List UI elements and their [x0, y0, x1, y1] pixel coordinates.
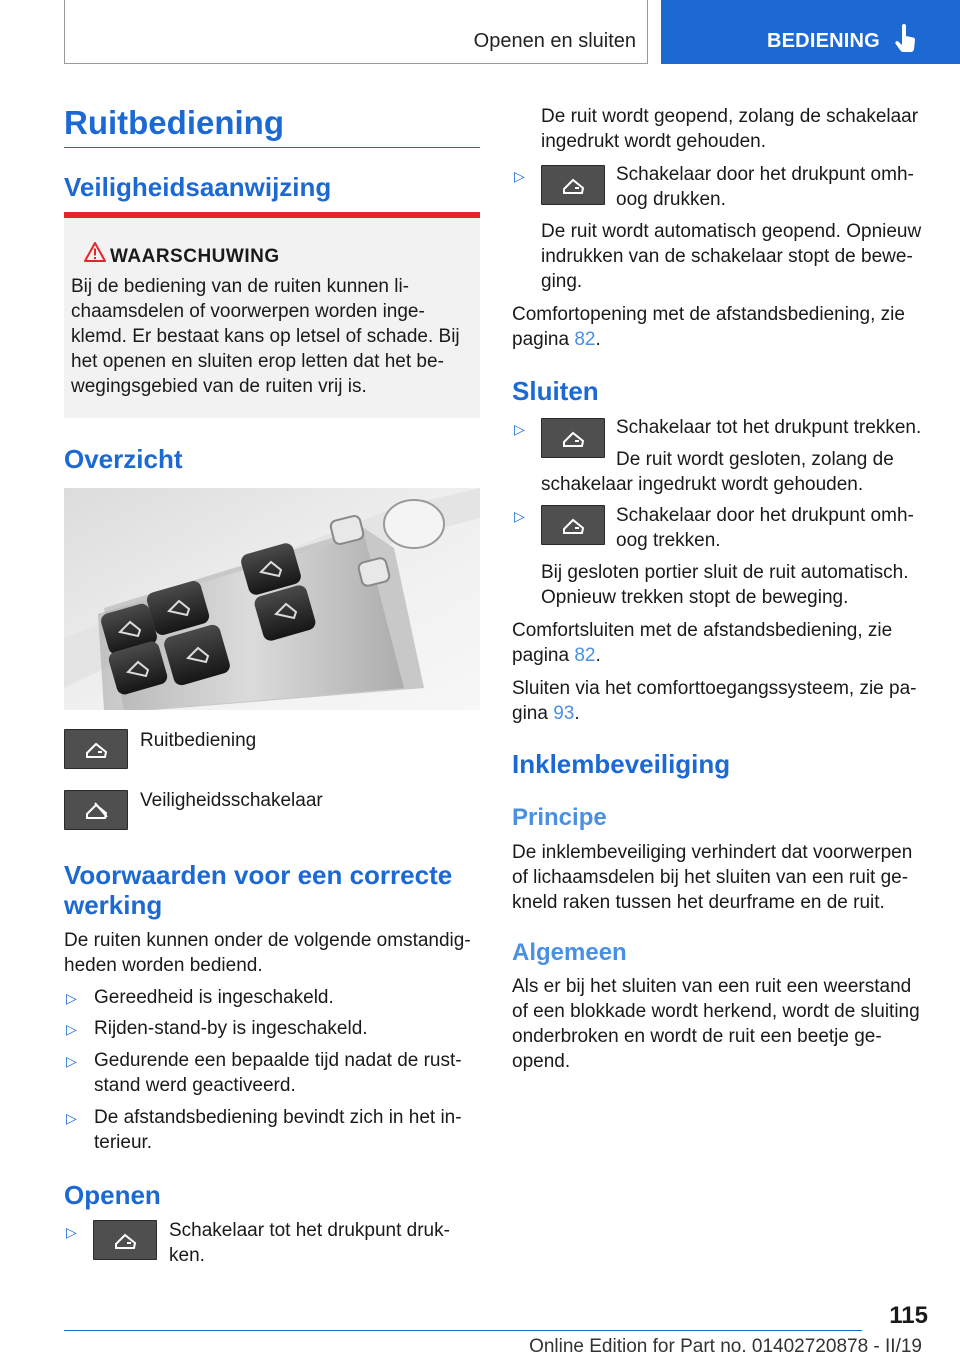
bullet-icon: ▷: [514, 508, 525, 524]
warning-line: het openen en sluiten erop letten dat het be-: [71, 351, 444, 372]
warning-title: WAARSCHUWING: [110, 246, 280, 267]
footer-divider: [64, 1330, 862, 1331]
comfort-access-line: Sluiten via het comforttoegangssysteem, zie pa-: [512, 678, 917, 699]
general-line: opend.: [512, 1051, 571, 1072]
condition-item-line: Gedurende een bepaalde tijd nadat de rust-: [94, 1050, 462, 1071]
warning-text: [71, 274, 471, 399]
open-step-1-note: [541, 104, 918, 154]
open-step-2-line: Schakelaar door het drukpunt omh-: [616, 164, 914, 185]
comfort-close-line: Comfortsluiten met de afstandsbediening, zie: [512, 620, 893, 641]
window-switch-icon: [93, 1220, 157, 1260]
close-step-2-note: [541, 560, 909, 610]
window-switch-icon: [541, 505, 605, 545]
open-heading: Openen: [64, 1180, 161, 1210]
comfort-open-text: Comfortopening met de afstandsbediening, zie pagina 82.: [512, 304, 905, 350]
overview-heading: Overzicht: [64, 444, 183, 474]
page-link[interactable]: 82: [574, 645, 596, 666]
general-line: onderbroken en wordt de ruit een beetje ge-: [512, 1026, 882, 1047]
close-step-2-line: Schakelaar door het drukpunt omh-: [616, 505, 914, 526]
principle-line: De inklembeveiliging verhindert dat voorwerpen: [512, 842, 913, 863]
bullet-icon: ▷: [514, 421, 525, 437]
open-step-2-line: oog drukken.: [616, 189, 726, 210]
window-switch-icon: [541, 165, 605, 205]
close-step-1-note: [541, 447, 894, 497]
warning-line: wegingsgebied van de ruiten vrij is.: [71, 376, 367, 397]
warning-box: [64, 212, 480, 418]
general-line: of een blokkade wordt herkend, wordt de sluiting: [512, 1001, 920, 1022]
note-line: Bij gesloten portier sluit de ruit automatisch.: [541, 562, 909, 583]
page-number: 115: [889, 1302, 928, 1329]
principle-line: of lichaamsdelen bij het sluiten van een ruit ge-: [512, 867, 909, 888]
bullet-icon: ▷: [66, 1110, 77, 1126]
comfort-close-line: pagina: [512, 645, 575, 666]
condition-item: Rijden-stand-by is ingeschakeld.: [94, 1018, 368, 1039]
header-chapter-label: BEDIENING: [767, 30, 880, 52]
close-heading: Sluiten: [512, 376, 599, 406]
note-line: Opnieuw trekken stopt de beweging.: [541, 587, 849, 608]
page-title: Ruitbediening: [64, 104, 284, 141]
comfort-open-line: Comfortopening met de afstandsbediening, zie: [512, 304, 905, 325]
close-step-2: [616, 503, 914, 553]
warning-line: Bij de bediening van de ruiten kunnen li-: [71, 276, 410, 297]
open-step-1-line: Schakelaar tot het drukpunt druk-: [169, 1220, 450, 1241]
open-step-2: [616, 162, 914, 212]
general-text: [512, 974, 920, 1074]
safety-heading: Veiligheidsaanwijzing: [64, 172, 332, 202]
open-step-1-line: ken.: [169, 1245, 205, 1266]
bullet-icon: ▷: [66, 1224, 77, 1240]
principle-line: kneld raken tussen het deurframe en de ruit.: [512, 892, 885, 913]
open-step-1: [169, 1218, 450, 1268]
warning-triangle-icon: [84, 242, 106, 262]
conditions-intro-line: De ruiten kunnen onder de volgende omstandig-: [64, 930, 471, 951]
general-heading: Algemeen: [512, 939, 627, 966]
note-line: indrukken van de schakelaar stopt de bewe-: [541, 246, 913, 267]
close-step-2-line: oog trekken.: [616, 530, 721, 551]
conditions-heading-line: werking: [64, 890, 163, 920]
comfort-close-text: Comfortsluiten met de afstandsbediening, zie pagina 82.: [512, 620, 893, 666]
condition-item-line: stand werd geactiveerd.: [94, 1075, 296, 1096]
conditions-intro: [64, 928, 471, 978]
condition-item-line: De afstandsbediening bevindt zich in het in-: [94, 1107, 462, 1128]
warning-line: chaamsdelen of voorwerpen worden inge-: [71, 301, 425, 322]
comfort-access-line: gina: [512, 703, 554, 724]
safety-switch-icon: [64, 790, 128, 830]
window-switch-photo: [64, 488, 480, 710]
condition-item-line: terieur.: [94, 1132, 153, 1153]
title-divider: [64, 147, 480, 148]
note-line: De ruit wordt gesloten, zolang de: [616, 449, 894, 470]
principle-text: [512, 840, 912, 915]
principle-heading: Principe: [512, 804, 607, 831]
header-section-title: Openen en sluiten: [473, 30, 636, 52]
note-line: schakelaar ingedrukt wordt gehouden.: [541, 474, 864, 495]
bullet-icon: ▷: [66, 1021, 77, 1037]
pointing-hand-icon: [895, 24, 917, 54]
bullet-icon: ▷: [66, 990, 77, 1006]
conditions-heading: [64, 860, 452, 920]
condition-item: [94, 1105, 462, 1155]
window-switch-icon: [64, 729, 128, 769]
warning-line: klemd. Er bestaat kans op letsel of schade. Bij: [71, 326, 460, 347]
page-link[interactable]: 82: [574, 329, 596, 350]
page-link[interactable]: 93: [553, 703, 575, 724]
note-line: ingedrukt wordt gehouden.: [541, 131, 766, 152]
condition-item: [94, 1048, 462, 1098]
close-step-1: Schakelaar tot het drukpunt trekken.: [616, 417, 922, 438]
conditions-intro-line: heden worden bediend.: [64, 955, 263, 976]
conditions-heading-line: Voorwaarden voor een correcte: [64, 860, 453, 890]
open-step-2-note: [541, 219, 921, 294]
footer-edition: Online Edition for Part no. 01402720878 - II/19: [529, 1336, 922, 1357]
bullet-icon: ▷: [514, 168, 525, 184]
legend-label-window-switch: Ruitbediening: [140, 730, 257, 751]
condition-item: Gereedheid is ingeschakeld.: [94, 987, 334, 1008]
comfort-access-text: Sluiten via het comforttoegangssysteem, zie pa- gina 93.: [512, 678, 917, 724]
header-chapter-tab[interactable]: [661, 0, 960, 64]
note-line: De ruit wordt geopend, zolang de schakelaar: [541, 106, 919, 127]
general-line: Als er bij het sluiten van een ruit een weerstand: [512, 976, 912, 997]
pinch-protection-heading: Inklembeveiliging: [512, 749, 731, 779]
bullet-icon: ▷: [66, 1053, 77, 1069]
comfort-open-line: pagina: [512, 329, 575, 350]
note-line: De ruit wordt automatisch geopend. Opnieuw: [541, 221, 922, 242]
note-line: ging.: [541, 271, 583, 292]
legend-label-safety-switch: Veiligheidsschakelaar: [140, 790, 323, 811]
